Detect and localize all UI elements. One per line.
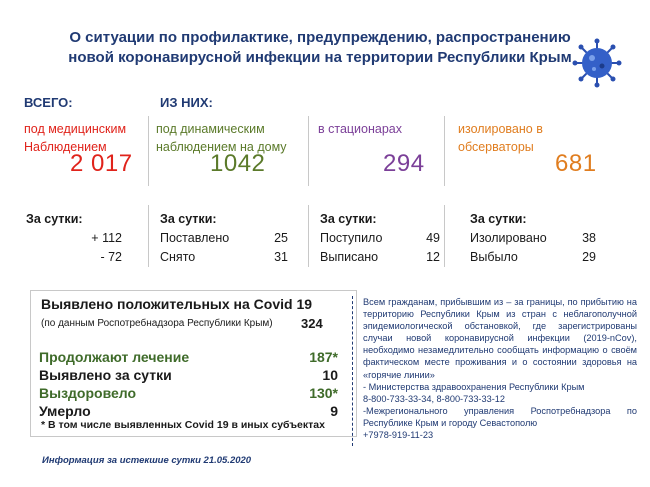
daily-row-label: Выбыло — [470, 250, 518, 264]
daily-row-label: Снято — [160, 250, 196, 264]
info-line: - Министерства здравоохранения Республики Крым — [363, 381, 585, 392]
separator — [308, 205, 309, 267]
covid-row-value: 9 — [330, 403, 338, 419]
covid-row-value: 187* — [309, 349, 338, 365]
category-home-value: 1042 — [210, 150, 266, 177]
category-hospital-label — [318, 120, 402, 138]
separator — [444, 116, 445, 186]
covid-row-value: 130* — [309, 385, 338, 401]
covid-row-label: Умерло — [39, 403, 91, 419]
daily-value: 29 — [582, 250, 596, 264]
covid-source: (по данным Роспотребнадзора Республики Крым) — [41, 318, 273, 329]
category-observatory-value: 681 — [555, 150, 597, 177]
category-line: наблюдением на дому — [156, 140, 287, 154]
daily-block-observatory — [470, 210, 596, 267]
separator — [444, 205, 445, 267]
daily-value: + 112 — [91, 231, 122, 245]
daily-block-hospital — [320, 210, 440, 267]
covid-row-label: Выявлено за сутки — [39, 367, 172, 383]
footer-date: Информация за истекшие сутки 21.05.2020 — [42, 455, 252, 466]
daily-row-label: Выписано — [320, 250, 379, 264]
covid-row-recovered — [39, 385, 338, 401]
title-line-1: О ситуации по профилактике, предупреждению, распространению — [69, 29, 571, 46]
covid-row-died — [39, 403, 338, 419]
category-line: под медицинским — [24, 122, 127, 136]
daily-value: - 72 — [100, 250, 122, 264]
separator — [308, 116, 309, 186]
covid-row-value: 10 — [322, 367, 338, 383]
category-line: обсерваторы — [458, 140, 534, 154]
daily-value: 31 — [274, 250, 288, 264]
daily-row-label: Поставлено — [160, 231, 230, 245]
coronavirus-icon — [572, 38, 622, 88]
of-them-header: ИЗ НИХ: — [160, 95, 213, 110]
category-medical-value: 2 017 — [70, 150, 133, 177]
total-header: ВСЕГО: — [24, 95, 73, 110]
covid-total: 324 — [301, 316, 323, 331]
title-line-2: новой коронавирусной инфекции на территории Республики Крым — [68, 49, 572, 66]
daily-label: За сутки: — [320, 212, 377, 226]
category-line: изолировано в — [458, 122, 543, 136]
covid-row-label: Выздоровело — [39, 385, 137, 401]
covid-summary-box — [30, 290, 357, 437]
category-line: в стационарах — [318, 122, 403, 136]
daily-block-total — [26, 210, 122, 267]
daily-value: 25 — [274, 231, 288, 245]
covid-row-label: Продолжают лечение — [39, 349, 190, 365]
daily-row-label: Изолировано — [470, 231, 547, 245]
info-phone: 8-800-733-33-34, 8-800-733-33-12 — [363, 393, 505, 404]
covid-footnote: * В том числе выявленных Covid 19 в иных субъектах — [41, 419, 325, 431]
info-paragraph: Всем гражданам, прибывшим из – за границы, по прибытию на территорию Республики Крым из стран с неблагополучной эпидемиологической обстановкой, где зарегистрированы случаи новой коронавирусной инфекции (2019-nCov), необходимо незамедлительно сообщать информацию о своём фактическом месте проживания и о состоянии здоровья на «горячие линии» — [363, 297, 637, 380]
daily-label: За сутки: — [160, 212, 217, 226]
page-title — [40, 28, 600, 68]
covid-title: Выявлено положительных на Covid 19 — [41, 296, 313, 312]
daily-value: 49 — [426, 231, 440, 245]
daily-row-label: Поступило — [320, 231, 383, 245]
separator — [148, 116, 149, 186]
category-line: Наблюдением — [24, 140, 107, 154]
daily-value: 38 — [582, 231, 596, 245]
covid-row-treatment — [39, 349, 338, 365]
daily-label: За сутки: — [26, 212, 83, 226]
category-hospital-value: 294 — [383, 150, 425, 177]
separator — [148, 205, 149, 267]
daily-value: 12 — [426, 250, 440, 264]
info-phone: +7978-919-11-23 — [363, 430, 434, 441]
info-text-block — [352, 296, 637, 446]
covid-row-daily — [39, 367, 338, 383]
daily-label: За сутки: — [470, 212, 527, 226]
category-observatory-label — [458, 120, 543, 156]
category-line: под динамическим — [156, 122, 265, 136]
daily-block-home — [160, 210, 288, 267]
info-line: -Межрегионального управления Роспотребнадзора по Республике Крым и городу Севастополю — [363, 405, 637, 428]
